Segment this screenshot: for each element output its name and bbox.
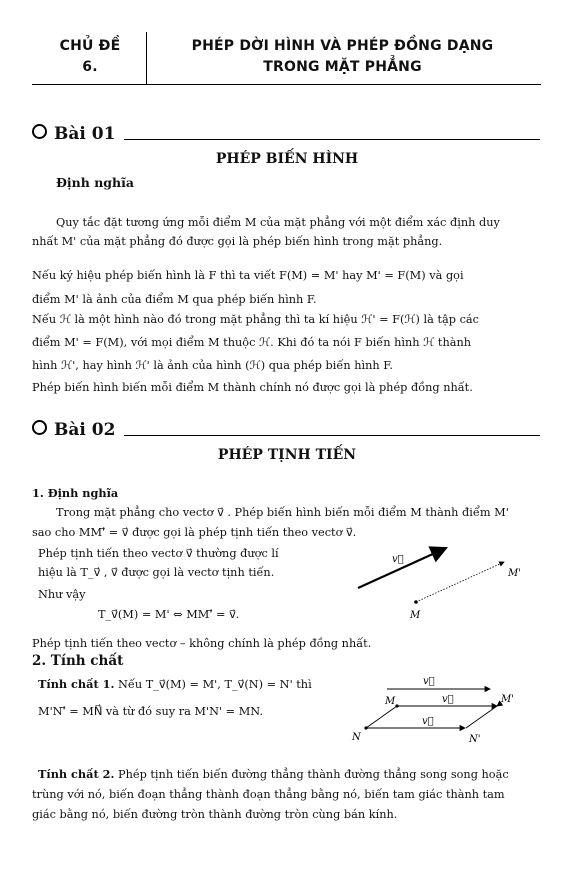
label-M: M (410, 610, 421, 621)
topic-line1: CHỦ ĐỀ (59, 38, 121, 54)
chapter-title-line2: TRONG MẶT PHẲNG (263, 59, 422, 75)
lesson2-section2: 2. Tính chất (32, 653, 124, 669)
lesson2-label: Bài 02 (54, 420, 116, 440)
lesson2-prop1-b: M'N'⃗ = MN⃗ và từ đó suy ra M'N' = MN. (38, 705, 264, 718)
label-N: N (352, 732, 361, 743)
label-v-mid: v⃗ (442, 694, 454, 705)
topic-label (40, 38, 140, 75)
lesson2-section1: 1. Định nghĩa (32, 486, 119, 500)
lesson2-d6: Phép tịnh tiến theo vectơ – không chính là phép đồng nhất. (32, 637, 372, 650)
lesson1-heading (32, 124, 115, 144)
prop2-text-a: Phép tịnh tiến biến đường thẳng thành đường thẳng song song hoặc (114, 768, 509, 781)
translation-figure (340, 540, 540, 630)
lesson2-d4: hiệu là T_v⃗ , v⃗ được gọi là vectơ tịnh tiến. (38, 566, 275, 579)
prop1-label: Tính chất 1. (38, 677, 115, 691)
lesson2-d1: Trong mặt phẳng cho vectơ v⃗ . Phép biến hình biến mỗi điểm M thành điểm M' (56, 506, 509, 519)
chapter-title (150, 38, 535, 75)
lesson1-p3a: Nếu ℋ là một hình nào đó trong mặt phẳng thì ta kí hiệu ℋ' = F(ℋ) là tập các (32, 313, 479, 326)
lesson1-p1b: nhất M' của mặt phẳng đó được gọi là phép biến hình trong mặt phẳng. (32, 235, 443, 248)
lesson2-prop2-b: trùng với nó, biến đoạn thẳng thành đoạn thẳng bằng nó, biến tam giác thành tam (32, 788, 505, 801)
point-M (395, 704, 398, 707)
lesson2-title: PHÉP TỊNH TIẾN (217, 447, 357, 463)
lesson2-prop1 (38, 675, 312, 694)
lesson2-d5: Như vậy (38, 588, 86, 601)
lesson2-heading (32, 420, 115, 440)
lesson2-d2: sao cho MM'⃗ = v⃗ được gọi là phép tịnh tiến theo vectơ v⃗. (32, 526, 357, 539)
lesson2-formula: T_v⃗(M) = M' ⇔ MM'⃗ = v⃗. (98, 608, 240, 621)
lesson2-d3: Phép tịnh tiến theo vectơ v⃗ thường được lí (38, 547, 279, 560)
label-v-top: v⃗ (423, 676, 435, 687)
header-underline (32, 84, 541, 85)
header-divider-vertical (146, 32, 147, 84)
label-M: M (385, 696, 396, 707)
topic-line2: 6. (82, 59, 98, 75)
label-Mp: M' (501, 694, 514, 705)
label-Mp: M' (508, 568, 521, 579)
label-v: v⃗ (392, 554, 404, 565)
label-v-low: v⃗ (422, 716, 434, 727)
parallelogram-figure (345, 672, 525, 752)
label-Np: N' (469, 734, 481, 745)
lesson1-p3b: điểm M' = F(M), với mọi điểm M thuộc ℋ. Khi đó ta nói F biến hình ℋ thành (32, 336, 472, 349)
prop2-label: Tính chất 2. (38, 767, 115, 781)
vector-MMp-arrow (416, 562, 504, 602)
lesson2-rule (124, 435, 540, 436)
lesson1-p4: Phép biến hình biến mỗi điểm M thành chính nó được gọi là phép đồng nhất. (32, 381, 473, 394)
lesson1-title: PHÉP BIẾN HÌNH (215, 151, 359, 167)
point-M (414, 600, 418, 604)
circle-bullet-icon (32, 124, 47, 139)
lesson1-subhead: Định nghĩa (56, 175, 134, 190)
lesson1-p3c: hình ℋ', hay hình ℋ' là ảnh của hình (ℋ) qua phép biến hình F. (32, 359, 393, 372)
lesson1-label: Bài 01 (54, 124, 116, 144)
lesson1-rule (124, 139, 540, 140)
lesson2-prop2-c: giác bằng nó, biến đường tròn thành đường tròn cùng bán kính. (32, 808, 398, 821)
segment-MpNp (466, 706, 497, 728)
chapter-title-line1: PHÉP DỜI HÌNH VÀ PHÉP ĐỒNG DẠNG (191, 38, 494, 54)
lesson1-p1a: Quy tắc đặt tương ứng mỗi điểm M của mặt phẳng với một điểm xác định duy (56, 216, 500, 229)
circle-bullet-icon (32, 420, 47, 435)
point-N (364, 726, 367, 729)
segment-MN (366, 706, 397, 728)
prop1-text-a: Nếu T_v⃗(M) = M', T_v⃗(N) = N' thì (114, 678, 312, 691)
lesson2-prop2 (38, 765, 509, 784)
lesson1-p2a: Nếu ký hiệu phép biến hình là F thì ta viết F(M) = M' hay M' = F(M) và gọi (32, 269, 464, 282)
lesson1-p2b: điểm M' là ảnh của điểm M qua phép biến hình F. (32, 293, 317, 306)
